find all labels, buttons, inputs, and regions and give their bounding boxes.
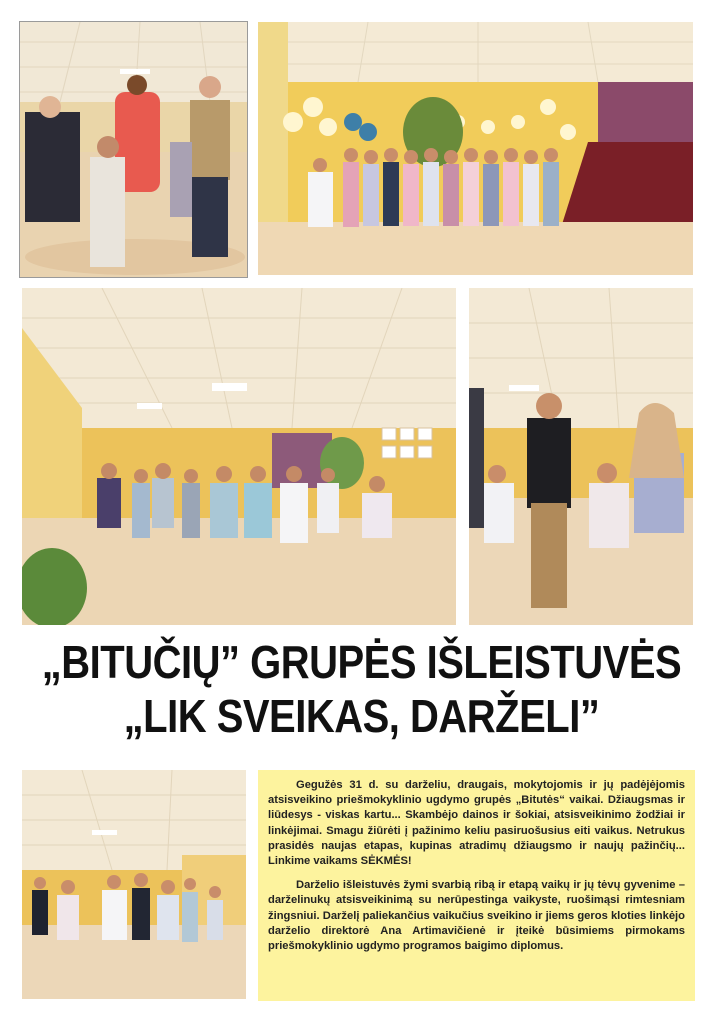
photo-icon <box>22 288 456 625</box>
article-paragraph-2: Darželio išleistuvės žymi svarbią ribą ir etapą vaikų ir jų tėvų gyvenime – darželinukų atsisveikinimą su nerūpestinga vaikyste, ruošimąsi rimtesniam žingsniui. Darželį paliekančius vaikučius sveikino ir jiems geros kloties linkėjo darželio direktorė Ana Artimavičienė ir įteikė būsimiems pirmokams priešmokyklinio ugdymo programos baigimo diplomus. <box>268 879 685 953</box>
photo-icon <box>20 22 247 277</box>
headline-line-1: „BITUČIŲ” GRUPĖS IŠLEISTUVĖS <box>41 637 682 689</box>
photo-group-on-stage <box>258 22 693 275</box>
photo-children-dancing-pairs <box>22 770 246 999</box>
article-paragraph-1: Gegužės 31 d. su darželiu, draugais, mokytojomis ir jų padėjėjomis atsisveikino priešmokyklinio ugdymo grupės „Bitutės“ vaikai. Džiaugsmas ir liūdesys - viskas kartu... Skambėjo dainos ir šokiai, atsisveikinimo žodžiai ir linkėjimai. Smagu žiūrėti į pažinimo keliu pasiruošusius eiti vaikus. Netrukus prasidės naujas etapas, kupinas atradimų džiaugsmo ir naujų pažinčių... Linkime vaikams SĖKMĖS! <box>268 779 685 868</box>
photo-children-dancing-hall <box>22 288 456 625</box>
article-text-box <box>258 770 695 1001</box>
photo-party-dance-1 <box>20 22 247 277</box>
headline-line-2: „LIK SVEIKAS, DARŽELI” <box>123 691 600 743</box>
photo-icon <box>22 770 246 999</box>
photo-icon <box>258 22 693 275</box>
photo-adults-dancing-with-children <box>469 288 693 625</box>
photo-icon <box>469 288 693 625</box>
